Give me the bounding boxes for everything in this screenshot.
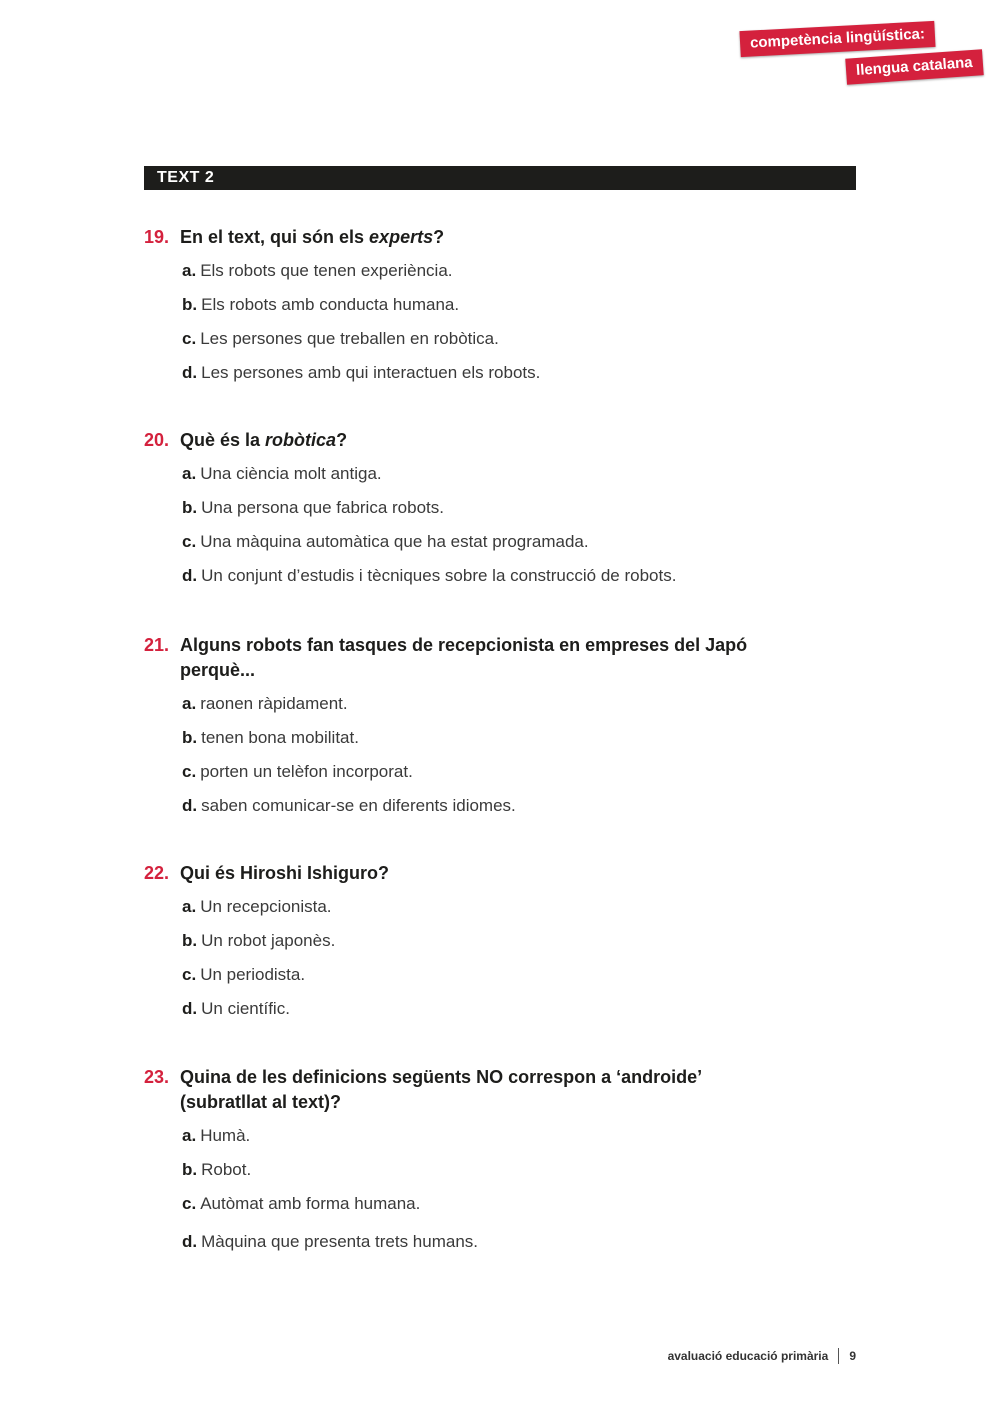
subject-badge xyxy=(700,0,1000,100)
option-d[interactable]: d. Màquina que presenta trets humans. xyxy=(182,1232,478,1251)
footer-label: avaluació educació primària xyxy=(667,1349,829,1363)
question-prompt xyxy=(144,861,856,886)
question-20 xyxy=(144,428,856,600)
question-19 xyxy=(144,225,856,397)
question-number: 19. xyxy=(144,227,170,247)
subject-badge-line1: competència lingüística: xyxy=(739,21,935,57)
option-b[interactable]: b. tenen bona mobilitat. xyxy=(182,728,359,747)
options-list xyxy=(144,1126,856,1266)
option-c[interactable]: c. porten un telèfon incorporat. xyxy=(182,762,413,781)
option-d[interactable]: d. Un científic. xyxy=(182,999,290,1018)
footer-divider xyxy=(838,1348,839,1364)
option-b[interactable]: b. Un robot japonès. xyxy=(182,931,336,950)
option-d[interactable]: d. Les persones amb qui interactuen els robots. xyxy=(182,363,541,382)
question-number: 20. xyxy=(144,430,170,450)
option-c[interactable]: c. Les persones que treballen en robòtica. xyxy=(182,329,499,348)
option-d[interactable]: d. saben comunicar-se en diferents idiomes. xyxy=(182,796,516,815)
question-prompt xyxy=(144,633,856,683)
option-b[interactable]: b. Una persona que fabrica robots. xyxy=(182,498,444,517)
question-text: Quina de les definicions següents NO correspon a ‘androide’ (subratllat al text)? xyxy=(180,1067,703,1112)
question-number: 21. xyxy=(144,635,170,655)
option-a[interactable]: a. Un recepcionista. xyxy=(182,897,332,916)
options-list xyxy=(144,261,856,397)
page-footer xyxy=(668,1348,856,1364)
question-text: En el text, qui són els experts? xyxy=(180,227,445,247)
option-a[interactable]: a. Una ciència molt antiga. xyxy=(182,464,382,483)
question-prompt xyxy=(144,428,856,453)
options-list xyxy=(144,694,856,830)
option-a[interactable]: a. Els robots que tenen experiència. xyxy=(182,261,453,280)
question-text: Què és la robòtica? xyxy=(180,430,348,450)
question-21 xyxy=(144,633,856,830)
option-c[interactable]: c. Un periodista. xyxy=(182,965,306,984)
question-number: 23. xyxy=(144,1067,170,1087)
question-prompt xyxy=(144,225,856,250)
option-c[interactable]: c. Una màquina automàtica que ha estat programada. xyxy=(182,532,589,551)
question-23 xyxy=(144,1065,856,1266)
question-22 xyxy=(144,861,856,1033)
question-text: Alguns robots fan tasques de recepcionista en empreses del Japó perquè... xyxy=(180,635,748,680)
option-b[interactable]: b. Robot. xyxy=(182,1160,252,1179)
question-number: 22. xyxy=(144,863,170,883)
option-d[interactable]: d. Un conjunt d’estudis i tècniques sobre la construcció de robots. xyxy=(182,566,677,585)
subject-badge-line2: llengua catalana xyxy=(845,49,983,84)
options-list xyxy=(144,897,856,1033)
option-a[interactable]: a. raonen ràpidament. xyxy=(182,694,348,713)
section-title: TEXT 2 xyxy=(157,169,215,186)
options-list xyxy=(144,464,856,600)
page-number: 9 xyxy=(849,1349,856,1363)
option-a[interactable]: a. Humà. xyxy=(182,1126,251,1145)
section-title-bar xyxy=(144,166,856,190)
option-b[interactable]: b. Els robots amb conducta humana. xyxy=(182,295,460,314)
question-prompt xyxy=(144,1065,856,1115)
option-c[interactable]: c. Autòmat amb forma humana. xyxy=(182,1194,421,1213)
question-text: Qui és Hiroshi Ishiguro? xyxy=(180,863,390,883)
